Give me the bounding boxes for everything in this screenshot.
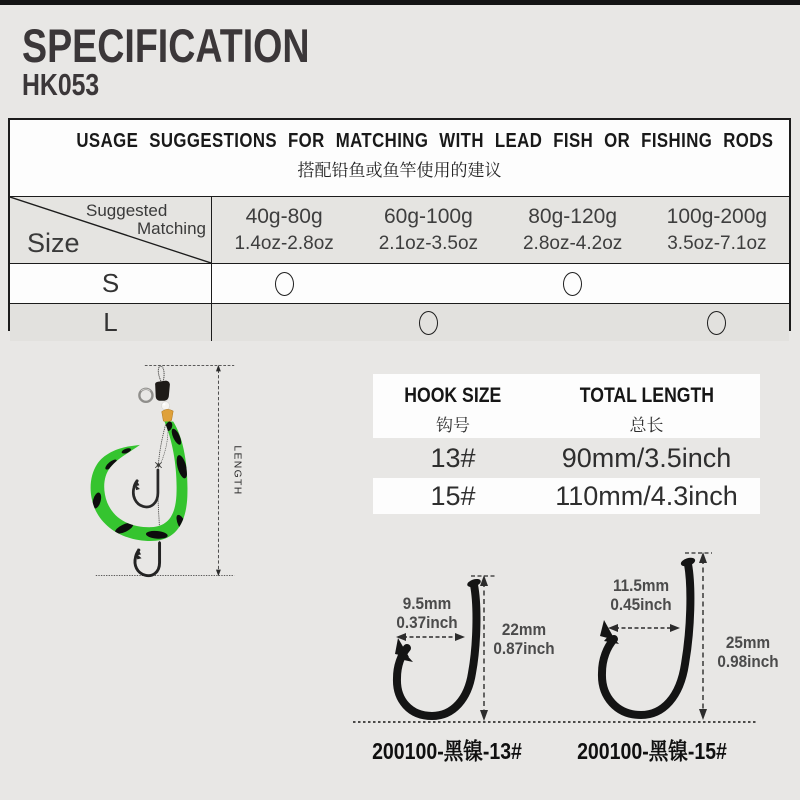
hook-size-header-en: HOOK SIZE <box>404 384 502 407</box>
hook-table-row-15: 15# 110mm/4.3inch <box>373 478 760 514</box>
gap-width-inch: 0.45inch <box>610 595 672 615</box>
total-length-header-en: TOTAL LENGTH <box>579 384 714 407</box>
usage-table-header-row <box>10 196 789 264</box>
hook-size-header-zh: 钩号 <box>436 416 470 435</box>
page-title <box>22 18 381 73</box>
match-indicator <box>419 311 438 335</box>
hook-size-table <box>373 374 760 514</box>
table-row-size-l <box>10 303 789 341</box>
match-indicator <box>275 272 294 296</box>
page-title-text: SPECIFICATION <box>22 19 310 72</box>
white-bead <box>161 402 169 410</box>
hook-table-row-13: 13# 90mm/3.5inch <box>430 442 732 473</box>
arrow-up-icon <box>216 365 221 372</box>
swivel <box>155 381 170 401</box>
bead-highlight <box>163 403 166 406</box>
col-header-2: 60g-100g 2.1oz-3.5oz <box>378 205 479 254</box>
table-row-size-s <box>10 264 789 303</box>
corner-cell <box>10 197 212 263</box>
corner-matching-label: Matching <box>137 219 206 238</box>
length-label: LENGTH <box>231 445 243 496</box>
usage-table-title-zh: 搭配铅鱼或鱼竿使用的建议 <box>297 161 502 180</box>
length-mm: 25mm <box>725 633 771 653</box>
match-indicator <box>563 272 582 296</box>
length-dimension-lines <box>96 365 243 576</box>
corner-size-label: Size <box>27 228 80 258</box>
usage-table <box>8 118 791 337</box>
hook-15-label: 200100-黑镍-15# <box>577 738 727 765</box>
gap-width-inch: 0.37inch <box>396 613 458 633</box>
orange-bead <box>162 409 173 422</box>
hook-table-header <box>373 374 760 438</box>
match-indicator <box>707 311 726 335</box>
model-number-text: HK053 <box>22 67 100 102</box>
hook-diagrams <box>340 540 800 800</box>
row-label-l: L <box>10 304 212 341</box>
model-number <box>22 67 119 103</box>
length-inch: 0.98inch <box>717 652 779 672</box>
length-inch: 0.87inch <box>493 639 555 659</box>
total-length-header-zh: 总长 <box>629 416 664 435</box>
col-header-4: 100g-200g 3.5oz-7.1oz <box>666 205 768 254</box>
col-header-1: 40g-80g 1.4oz-2.8oz <box>234 205 334 254</box>
length-mm: 22mm <box>501 620 547 640</box>
line-loop <box>158 366 164 383</box>
gap-width-mm: 9.5mm <box>402 594 452 614</box>
hook-diagram-13 <box>372 575 555 764</box>
gap-width-mm: 11.5mm <box>612 576 670 596</box>
col-header-3: 80g-120g 2.8oz-4.2oz <box>522 205 623 254</box>
arrow-down-icon <box>216 570 221 577</box>
row-label-s: S <box>10 264 212 303</box>
upper-fishing-hook <box>133 470 158 507</box>
corner-suggested-label: Suggested <box>86 201 168 220</box>
hook-diagram-15 <box>577 552 779 764</box>
lower-fishing-hook <box>134 543 159 576</box>
usage-table-title <box>10 130 789 196</box>
usage-table-title-en: USAGE SUGGESTIONS FOR MATCHING WITH LEAD FISH OR FISHING RODS <box>76 130 774 152</box>
top-accent-bar <box>0 0 800 5</box>
product-photo <box>0 355 330 780</box>
lure-tail <box>91 421 188 541</box>
hook-13-label: 200100-黑镍-13# <box>372 738 522 765</box>
